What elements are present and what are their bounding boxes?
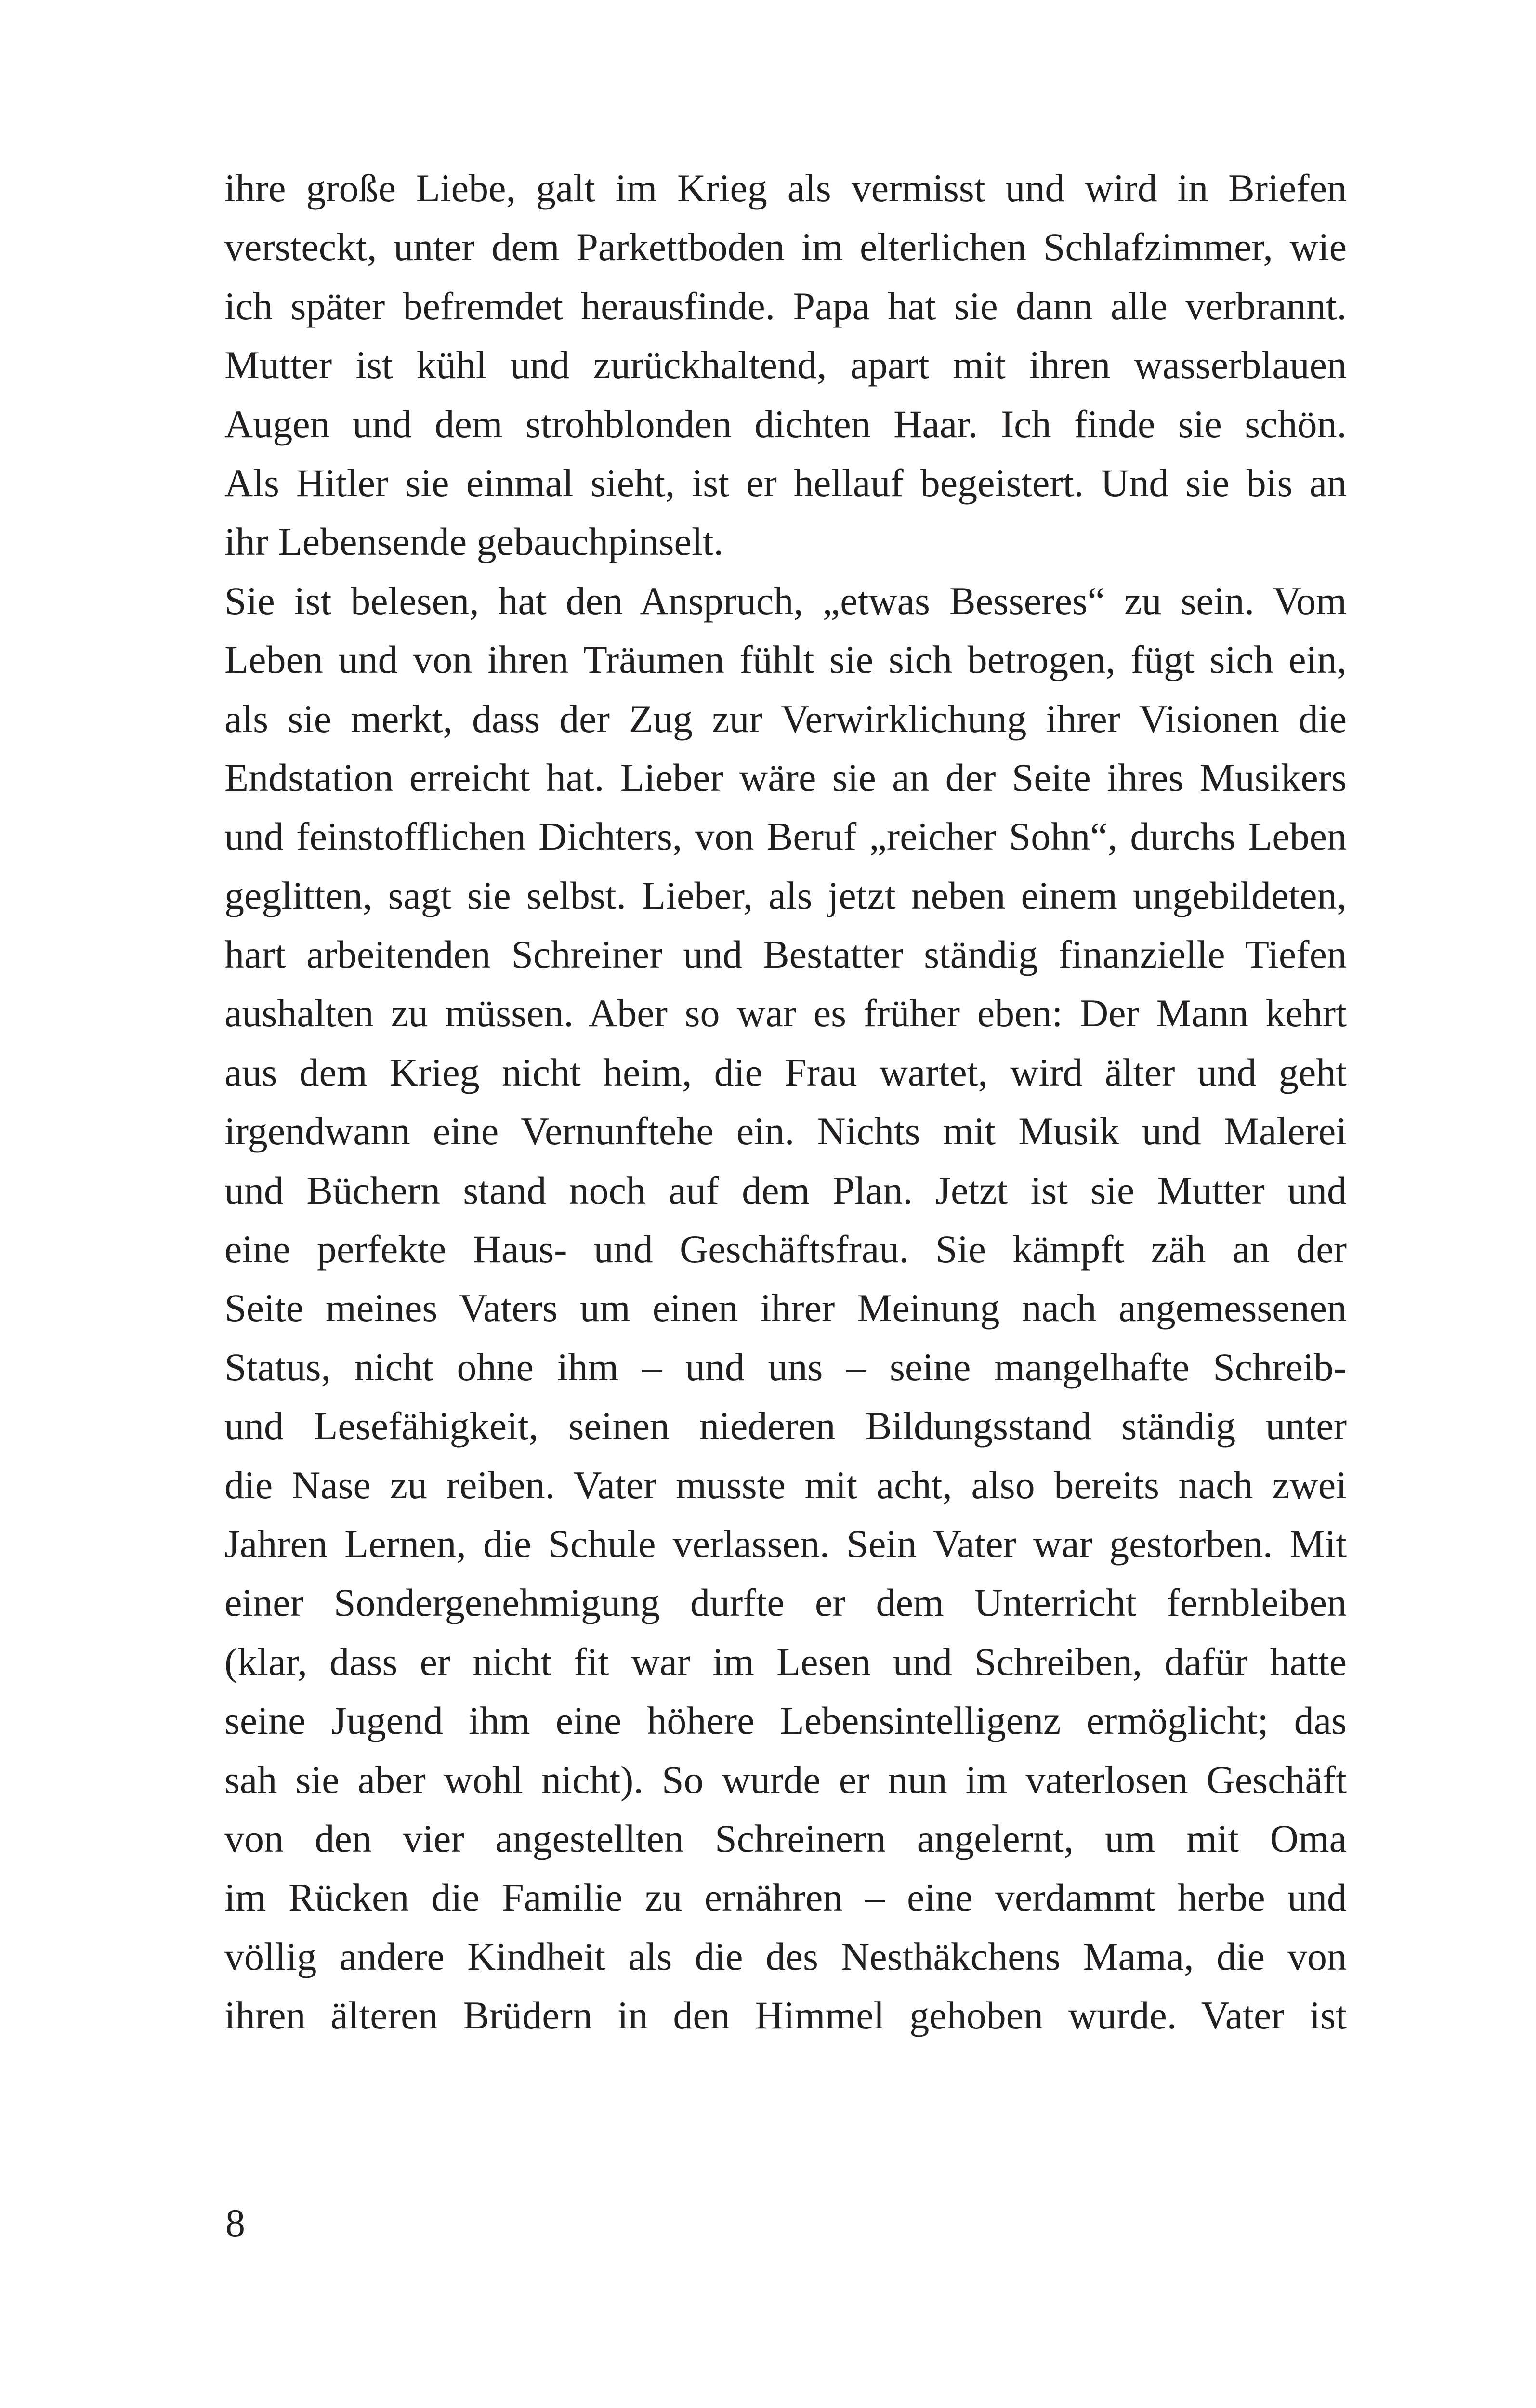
text-line: ihren älteren Brüdern in den Himmel gehoben wurde. Vater ist <box>224 1993 1347 2038</box>
text-line: ihre große Liebe, galt im Krieg als vermisst und wird in Briefen <box>224 166 1347 210</box>
text-line: irgendwann eine Vernunftehe ein. Nichts mit Musik und Malerei <box>224 1109 1347 1153</box>
page-number: 8 <box>225 2201 245 2245</box>
text-line: aushalten zu müssen. Aber so war es früher eben: Der Mann kehrt <box>224 991 1347 1035</box>
body-text <box>224 159 1347 2045</box>
text-line: (klar, dass er nicht fit war im Lesen und Schreiben, dafür hatte <box>224 1639 1347 1684</box>
text-line: Endstation erreicht hat. Lieber wäre sie an der Seite ihres Musikers <box>224 755 1347 799</box>
text-line: Als Hitler sie einmal sieht, ist er hellauf begeistert. Und sie bis an <box>224 460 1347 505</box>
text-line: einer Sondergenehmigung durfte er dem Unterricht fernbleiben <box>224 1581 1347 1625</box>
text-line: aus dem Krieg nicht heim, die Frau wartet, wird älter und geht <box>224 1050 1347 1094</box>
text-line: eine perfekte Haus- und Geschäftsfrau. Sie kämpft zäh an der <box>224 1227 1347 1271</box>
text-line: geglitten, sagt sie selbst. Lieber, als jetzt neben einem ungebildeten, <box>224 873 1347 917</box>
text-line: Mutter ist kühl und zurückhaltend, apart mit ihren wasserblauen <box>224 343 1347 387</box>
text-line: als sie merkt, dass der Zug zur Verwirklichung ihrer Visionen die <box>224 696 1347 741</box>
text-line: und Büchern stand noch auf dem Plan. Jetzt ist sie Mutter und <box>224 1168 1347 1212</box>
text-line: Status, nicht ohne ihm – und uns – seine mangelhafte Schreib- <box>224 1345 1347 1389</box>
text-line: versteckt, unter dem Parkettboden im elterlichen Schlafzimmer, wie <box>224 225 1347 269</box>
text-line: im Rücken die Familie zu ernähren – eine verdammt herbe und <box>224 1875 1347 1920</box>
text-line: Seite meines Vaters um einen ihrer Meinung nach angemessenen <box>224 1286 1347 1330</box>
text-line: von den vier angestellten Schreinern angelernt, um mit Oma <box>224 1816 1347 1860</box>
text-line: und feinstofflichen Dichters, von Beruf „reicher Sohn“, durchs Leben <box>224 814 1347 859</box>
text-line: Jahren Lernen, die Schule verlassen. Sein Vater war gestorben. Mit <box>224 1521 1347 1566</box>
text-line: Sie ist belesen, hat den Anspruch, „etwas Besseres“ zu sein. Vom <box>224 578 1347 623</box>
text-line: ihr Lebensende gebauchpinselt. <box>224 520 724 564</box>
text-line: die Nase zu reiben. Vater musste mit acht, also bereits nach zwei <box>224 1463 1347 1507</box>
text-line: ich später befremdet herausfinde. Papa hat sie dann alle verbrannt. <box>224 284 1347 328</box>
text-line: völlig andere Kindheit als die des Nesthäkchens Mama, die von <box>224 1934 1347 1978</box>
text-line: hart arbeitenden Schreiner und Bestatter ständig finanzielle Tiefen <box>224 932 1347 977</box>
text-line: Leben und von ihren Träumen fühlt sie sich betrogen, fügt sich ein, <box>224 638 1347 682</box>
text-line: und Lesefähigkeit, seinen niederen Bildungsstand ständig unter <box>224 1404 1347 1448</box>
text-line: seine Jugend ihm eine höhere Lebensintelligenz ermöglicht; das <box>224 1699 1347 1743</box>
text-line: Augen und dem strohblonden dichten Haar. Ich finde sie schön. <box>224 402 1347 446</box>
text-line: sah sie aber wohl nicht). So wurde er nun im vaterlosen Geschäft <box>224 1757 1347 1802</box>
